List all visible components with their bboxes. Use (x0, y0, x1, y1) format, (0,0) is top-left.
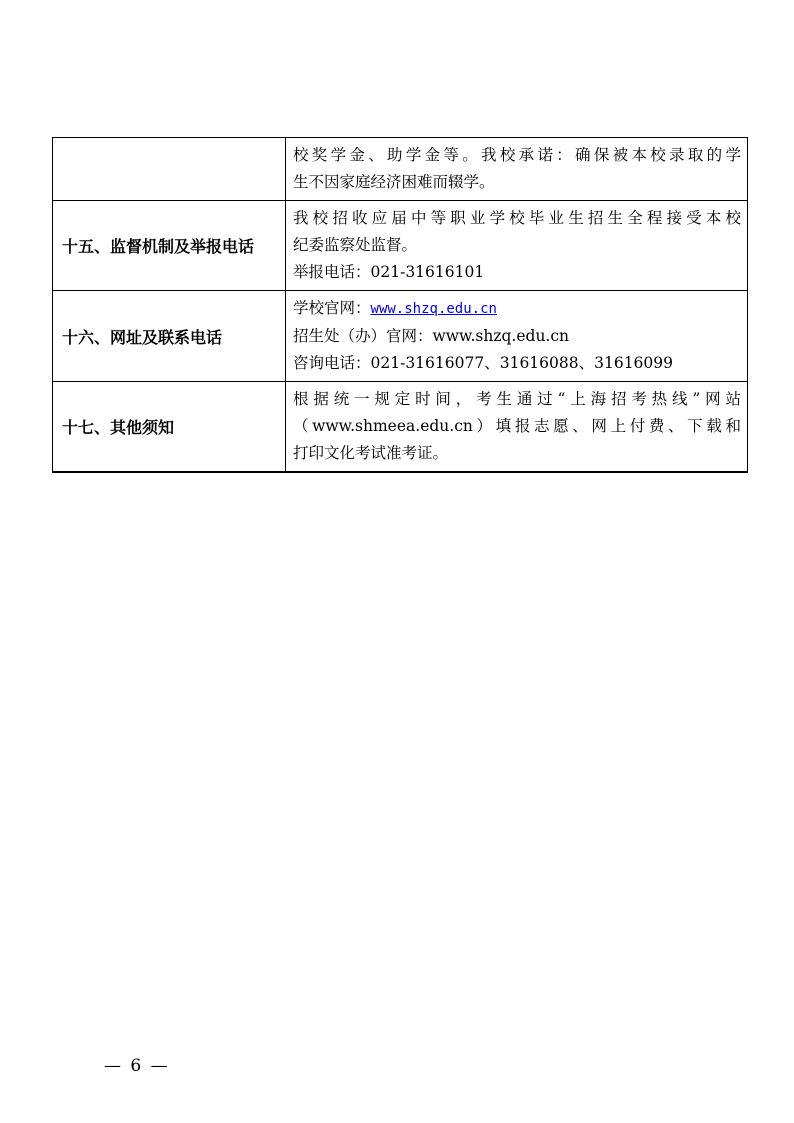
content-line: 根据统一规定时间，考生通过“上海招考热线”网站 (293, 390, 741, 408)
report-phone: 举报电话：021-31616101 (293, 263, 485, 281)
content-line: 我校招收应届中等职业学校毕业生招生全程接受本校 (293, 209, 741, 227)
table-row (53, 201, 748, 291)
row-label-supervision: 十五、监督机制及举报电话 (53, 201, 286, 291)
consult-phone: 咨询电话：021-31616077、31616088、31616099 (293, 354, 674, 372)
website-label: 学校官网： (293, 299, 371, 317)
row-content (286, 201, 748, 291)
content-line: 纪委监察处监督。 (293, 236, 418, 254)
table-row (53, 138, 748, 201)
content-line: 生不因家庭经济困难而辍学。 (293, 173, 495, 191)
content-line: （www.shmeea.edu.cn）填报志愿、网上付费、下载和 (293, 417, 741, 435)
row-content (286, 138, 748, 201)
content-line (293, 295, 741, 323)
content-line: 校奖学金、助学金等。我校承诺：确保被本校录取的学 (293, 146, 741, 164)
page-number: — 6 — (104, 1056, 170, 1076)
school-website-link[interactable]: www.shzq.edu.cn (370, 301, 497, 317)
row-label-website: 十六、网址及联系电话 (53, 291, 286, 382)
enrollment-info-table (52, 137, 748, 473)
row-label-notes: 十七、其他须知 (53, 382, 286, 473)
row-label (53, 138, 286, 201)
table-row (53, 382, 748, 473)
admissions-website: 招生处（办）官网：www.shzq.edu.cn (293, 327, 570, 345)
table-row (53, 291, 748, 382)
row-content (286, 382, 748, 473)
row-content (286, 291, 748, 382)
content-line: 打印文化考试准考证。 (293, 444, 449, 462)
